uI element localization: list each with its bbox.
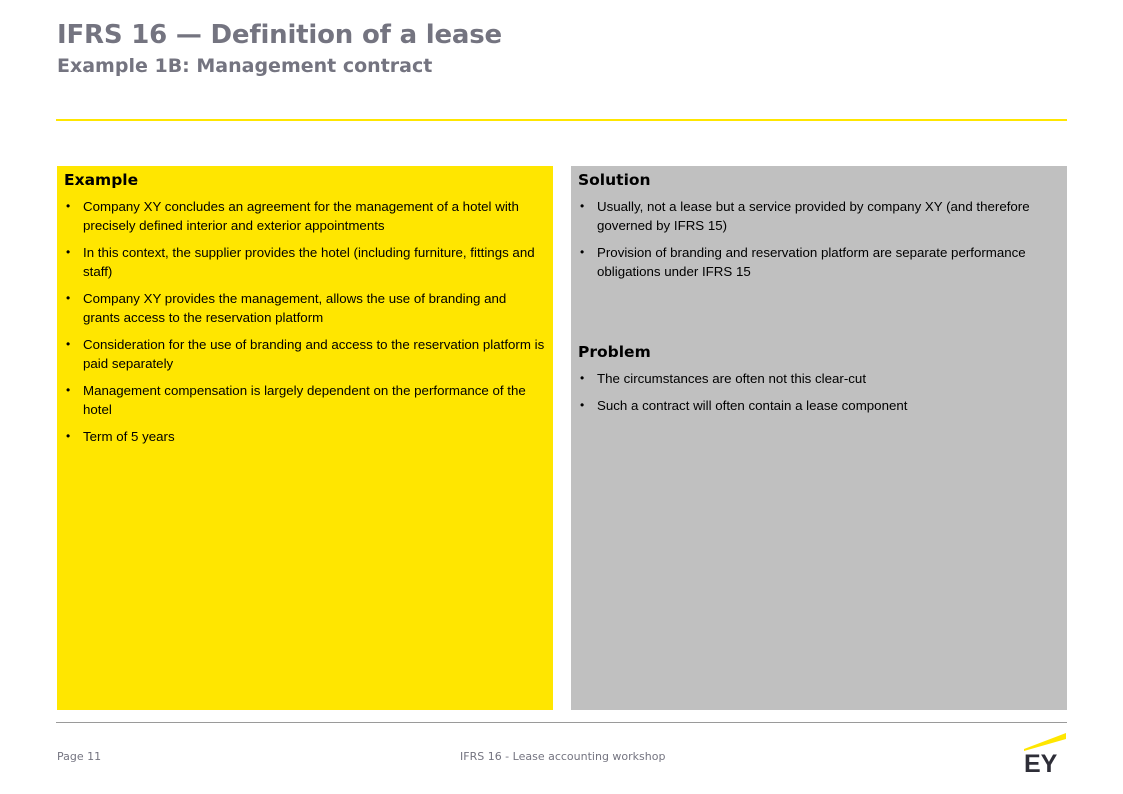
bullet-icon: • (580, 199, 585, 213)
bullet-icon: • (66, 383, 71, 397)
list-item-text: The circumstances are often not this clear-cut (597, 371, 867, 386)
list-item-text: Such a contract will often contain a lease component (597, 398, 908, 413)
example-heading: Example (64, 171, 139, 189)
list-item-text: Consideration for the use of branding and access to the reservation platform is paid separately (83, 337, 545, 371)
footer-divider (56, 722, 1067, 723)
bullet-icon: • (66, 429, 71, 443)
example-panel (57, 166, 553, 710)
list-item (64, 197, 546, 235)
bullet-icon: • (66, 245, 71, 259)
bullet-icon: • (580, 398, 585, 412)
problem-list (578, 369, 1060, 415)
list-item (578, 396, 1060, 415)
bullet-icon: • (580, 245, 585, 259)
footer-title: IFRS 16 - Lease accounting workshop (460, 750, 666, 763)
bullet-icon: • (66, 337, 71, 351)
header-divider (56, 119, 1067, 121)
list-item (64, 243, 546, 281)
list-item-text: In this context, the supplier provides the hotel (including furniture, fittings and staff) (83, 245, 535, 279)
example-list (64, 197, 546, 446)
page-title: IFRS 16 — Definition of a lease (57, 20, 502, 50)
solution-list (578, 197, 1060, 281)
list-item-text: Company XY concludes an agreement for the management of a hotel with precisely defined interior and exterior appointments (83, 199, 519, 233)
list-item-text: Term of 5 years (83, 429, 175, 444)
list-item-text: Management compensation is largely dependent on the performance of the hotel (83, 383, 526, 417)
list-item (578, 197, 1060, 235)
list-item-text: Provision of branding and reservation platform are separate performance obligations under IFRS 15 (597, 245, 1026, 279)
list-item (578, 243, 1060, 281)
list-item (64, 381, 546, 419)
problem-heading: Problem (578, 343, 651, 361)
logo-text: EY (1024, 750, 1058, 775)
list-item (64, 427, 546, 446)
page-subtitle: Example 1B: Management contract (57, 55, 433, 77)
bullet-icon: • (66, 199, 71, 213)
section-spacer (578, 289, 1060, 343)
list-item-text: Company XY provides the management, allows the use of branding and grants access to the reservation platform (83, 291, 507, 325)
ey-logo-icon (1020, 729, 1070, 775)
bullet-icon: • (580, 371, 585, 385)
bullet-icon: • (66, 291, 71, 305)
solution-panel (571, 166, 1067, 710)
logo-beam-icon (1024, 733, 1066, 751)
list-item-text: Usually, not a lease but a service provided by company XY (and therefore governed by IFRS 15) (597, 199, 1030, 233)
list-item (64, 289, 546, 327)
solution-heading: Solution (578, 171, 651, 189)
list-item (578, 369, 1060, 388)
list-item (64, 335, 546, 373)
page-number: Page 11 (57, 750, 102, 763)
